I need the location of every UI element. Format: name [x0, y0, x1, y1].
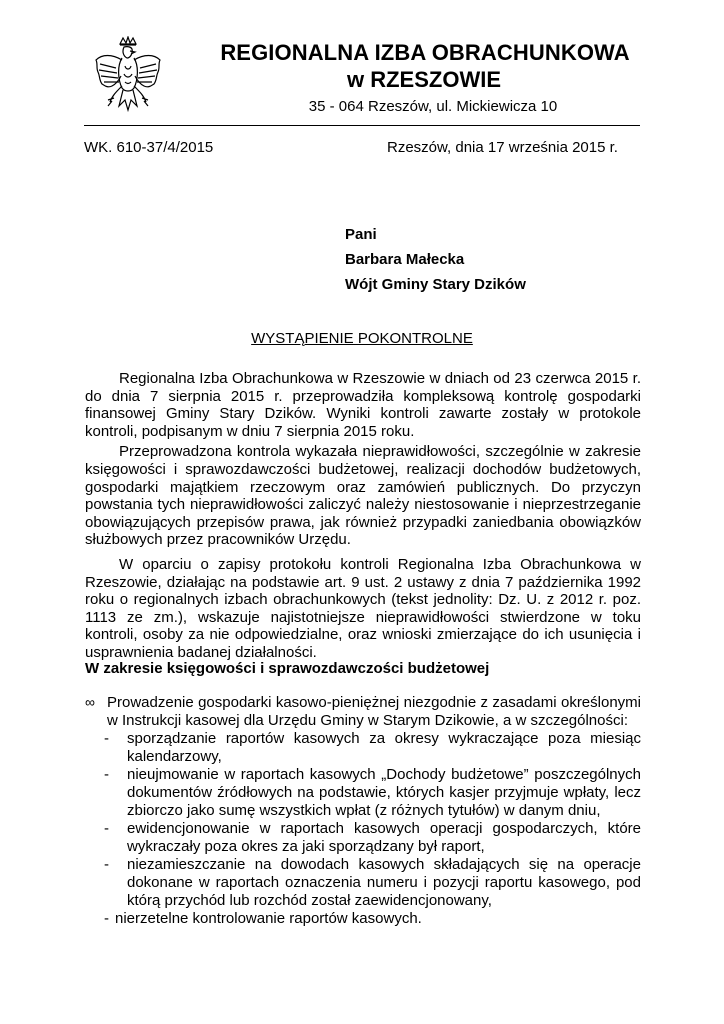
- reference-number: WK. 610-37/4/2015: [84, 139, 214, 156]
- dash-bullet-icon: -: [104, 766, 109, 784]
- dash-bullet-icon: -: [104, 820, 109, 838]
- institution-name: REGIONALNA IZBA OBRACHUNKOWA: [220, 40, 630, 65]
- infinity-bullet-icon: ∞: [85, 694, 95, 710]
- document-title: WYSTĄPIENIE POKONTROLNE: [251, 330, 473, 347]
- bullet-text: Prowadzenie gospodarki kasowo-pieniężnej niezgodnie z zasadami określonymi w Instrukcji kasowej dla Urzędu Gminy w Starym Dzikowie, a w szczególności:: [107, 694, 641, 729]
- sub-item-text: sporządzanie raportów kasowych za okresy wykraczające poza miesiąc kalendarzowy,: [127, 730, 641, 765]
- addressee-name: Barbara Małecka: [345, 251, 465, 268]
- sub-list-item: [85, 820, 641, 855]
- institution-city: w RZESZOWIE: [347, 67, 501, 92]
- addressee-block: [345, 222, 526, 297]
- sub-list-item: [85, 766, 641, 819]
- paragraph: W oparciu o zapisy protokołu kontroli Regionalna Izba Obrachunkowa w Rzeszowie, działając na podstawie art. 9 ust. 2 ustawy z dnia 7 października 1992 roku o regionalnych izbach obrachunkowych (tekst jednolity: Dz. U. z 2012 r. poz. 1113 ze zm.), wskazuje najistotniejsze nieprawidłowości stwierdzone w toku kontroli, osoby za nie odpowiedzialne, oraz wnioski zmierzające do ich usunięcia i usprawnienia badanej działalności.: [85, 555, 641, 661]
- section-heading: W zakresie księgowości i sprawozdawczości budżetowej: [85, 660, 490, 677]
- document-title-row: [0, 330, 724, 348]
- place-and-date: Rzeszów, dnia 17 września 2015 r.: [387, 139, 618, 156]
- dash-bullet-icon: -: [104, 730, 109, 748]
- addressee-salutation: Pani: [345, 226, 377, 243]
- document-body: [85, 370, 641, 662]
- list-item: [85, 694, 641, 729]
- findings-list: [85, 694, 641, 929]
- sub-item-text: niezamieszczanie na dowodach kasowych składających się na operacje dokonane w raportach oznaczenia numeru i pozycji raportu kasowego, pod którą przychód lub rozchód został zaewidencjonowany,: [127, 856, 641, 909]
- sub-item-text: nieujmowanie w raportach kasowych „Dochody budżetowe” poszczególnych dokumentów źródłowych na podstawie, których kasjer przyjmuje wpłaty, lecz zbiorczo jako sumę wszystkich wpłat (z różnych tytułów) w danym dniu,: [127, 766, 641, 819]
- header-divider: [84, 125, 640, 126]
- sub-list-item: [85, 910, 641, 928]
- institution-address: 35 - 064 Rzeszów, ul. Mickiewicza 10: [308, 98, 558, 115]
- polish-eagle-emblem-icon: [92, 36, 164, 122]
- sub-list-item: [85, 730, 641, 765]
- addressee-position: Wójt Gminy Stary Dzików: [345, 276, 526, 293]
- paragraph: Regionalna Izba Obrachunkowa w Rzeszowie w dniach od 23 czerwca 2015 r. do dnia 7 sierpnia 2015 r. przeprowadziła kompleksową kontrolę gospodarki finansowej Gminy Stary Dzików. Wyniki kontroli zawarte zostały w protokole kontroli, podpisanym w dniu 7 sierpnia 2015 roku.: [85, 370, 641, 440]
- sub-item-text: nierzetelne kontrolowanie raportów kasowych.: [115, 910, 422, 928]
- paragraph: Przeprowadzona kontrola wykazała nieprawidłowości, szczególnie w zakresie księgowości i sprawozdawczości budżetowej, realizacji dochodów budżetowych, gospodarki majątkiem rzeczowym oraz zamówień publicznych. Do przyczyn powstania tych nieprawidłowości zaliczyć należy niestosowanie i nieprzestrzeganie obowiązujących przepisów prawa, jak również przypadki zaniedbania obowiązków służbowych przez pracowników Urzędu.: [85, 443, 641, 549]
- dash-bullet-icon: -: [104, 856, 109, 874]
- dash-bullet-icon: -: [104, 910, 109, 928]
- sub-item-text: ewidencjonowanie w raportach kasowych operacji gospodarczych, które wykraczały poza okres za jaki sporządzany był raport,: [127, 820, 641, 855]
- sub-list-item: [85, 856, 641, 909]
